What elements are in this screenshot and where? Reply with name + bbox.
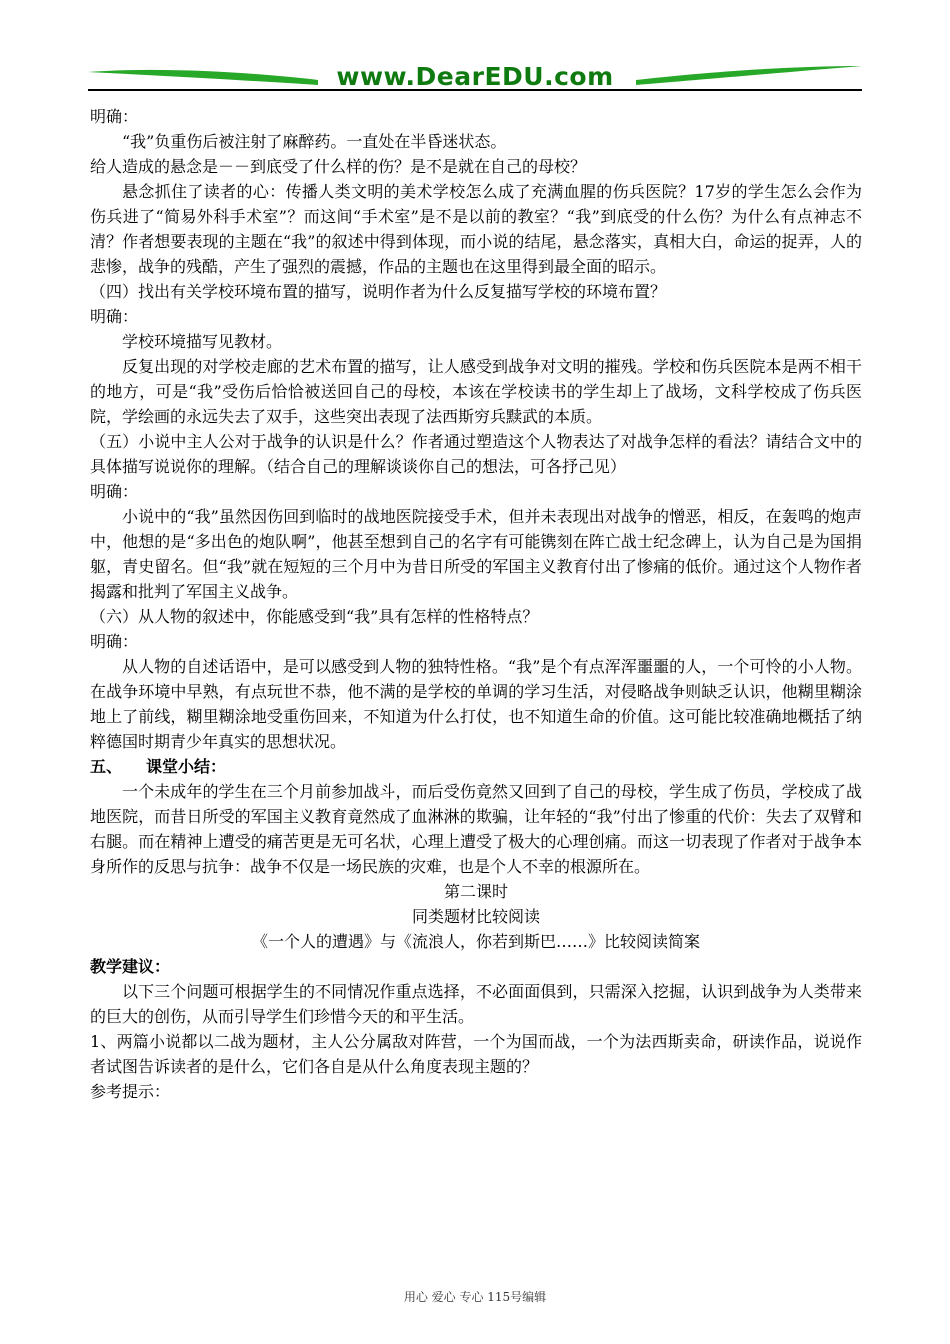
paragraph: 明确：	[90, 107, 139, 126]
centered-title: 《一个人的遭遇》与《流浪人，你若到斯巴……》比较阅读简案	[251, 932, 700, 951]
paragraph: “我”负重伤后被注射了麻醉药。一直处在半昏迷状态。	[122, 132, 507, 151]
paragraph: 参考提示：	[90, 1082, 171, 1101]
paragraph: （四）找出有关学校环境布置的描写，说明作者为什么反复描写学校的环境布置？	[90, 282, 667, 301]
paragraph: （六）从人物的叙述中，你能感受到“我”具有怎样的性格特点？	[90, 607, 539, 626]
paragraph: 从人物的自述话语中，是可以感受到人物的独特性格。“我”是个有点浑浑噩噩的人，一个可怜的小人物。在战争环境中早熟，有点玩世不恭，他不满的是学校的单调的学习生活，对侵略战争则缺乏认识，他糊里糊涂地上了前线，糊里糊涂地受重伤回来，不知道为什么打仗，也不知道生命的价值。这可能比较准确地概括了纳粹德国时期青少年真实的思想状况。	[90, 657, 862, 751]
paragraph: 悬念抓住了读者的心：传播人类文明的美术学校怎么成了充满血腥的伤兵医院？17岁的学生怎么会作为伤兵进了“简易外科手术室”？而这间“手术室”是不是以前的教室？“我”到底受的什么伤？为什么有点神志不清？作者想要表现的主题在“我”的叙述中得到体现，而小说的结尾，悬念落实，真相大白，命运的捉弄，人的悲惨，战争的残酷，产生了强烈的震撼，作品的主题也在这里得到最全面的昭示。	[90, 182, 862, 276]
centered-title: 同类题材比较阅读	[411, 907, 540, 926]
paragraph: 明确：	[90, 307, 139, 326]
paragraph: 反复出现的对学校走廊的艺术布置的描写，让人感受到战争对文明的摧残。学校和伤兵医院本是两不相干的地方，可是“我”受伤后恰恰被送回自己的母校，本该在学校读书的学生却上了战场，文科学校成了伤兵医院，学绘画的永远失去了双手，这些突出表现了法西斯穷兵黩武的本质。	[90, 357, 862, 426]
site-logo[interactable]: www.DearEDU.com	[336, 62, 614, 91]
site-header	[88, 58, 862, 98]
paragraph: 小说中的“我”虽然因伤回到临时的战地医院接受手术，但并未表现出对战争的憎恶，相反，在轰鸣的炮声中，他想的是“多出色的炮队啊”，他甚至想到自己的名字有可能镌刻在阵亡战士纪念碑上，认为自己是为国捐躯，青史留名。但“我”就在短短的三个月中为昔日所受的军国主义教育付出了惨痛的低价。通过这个人物作者揭露和批判了军国主义战争。	[90, 507, 862, 601]
paragraph: 明确：	[90, 632, 139, 651]
paragraph: 给人造成的悬念是－－到底受了什么样的伤？是不是就在自己的母校？	[90, 157, 587, 176]
paragraph: 以下三个问题可根据学生的不同情况作重点选择，不必面面俱到，只需深入挖掘，认识到战争为人类带来的巨大的创伤，从而引导学生们珍惜今天的和平生活。	[90, 982, 862, 1026]
section-heading: 教学建议：	[90, 957, 171, 976]
page-footer: 用心 爱心 专心 115号编辑	[403, 1290, 547, 1304]
centered-title: 第二课时	[443, 882, 508, 901]
paragraph: 1、两篇小说都以二战为题材，主人公分属敌对阵营，一个为国而战，一个为法西斯卖命，研读作品，说说作者试图告诉读者的是什么，它们各自是从什么角度表现主题的？	[90, 1032, 862, 1076]
document-body	[90, 104, 862, 1104]
paragraph: 一个未成年的学生在三个月前参加战斗，而后受伤竟然又回到了自己的母校，学生成了伤员，学校成了战地医院，而昔日所受的军国主义教育竟然成了血淋淋的欺骗，让年轻的“我”付出了惨重的代价：失去了双臂和右腿。而在精神上遭受的痛苦更是无可名状，心理上遭受了极大的心理创痛。而这一切表现了作者对于战争本身所作的反思与抗争：战争不仅是一场民族的灾难，也是个人不幸的根源所在。	[90, 782, 862, 876]
section-heading: 五、 课堂小结：	[90, 757, 227, 776]
paragraph: 学校环境描写见教材。	[122, 332, 283, 351]
paragraph: （五）小说中主人公对于战争的认识是什么？作者通过塑造这个人物表达了对战争怎样的看法？请结合文中的具体描写说说你的理解。（结合自己的理解谈谈你自己的想法，可各抒己见）	[90, 432, 862, 476]
paragraph: 明确：	[90, 482, 139, 501]
